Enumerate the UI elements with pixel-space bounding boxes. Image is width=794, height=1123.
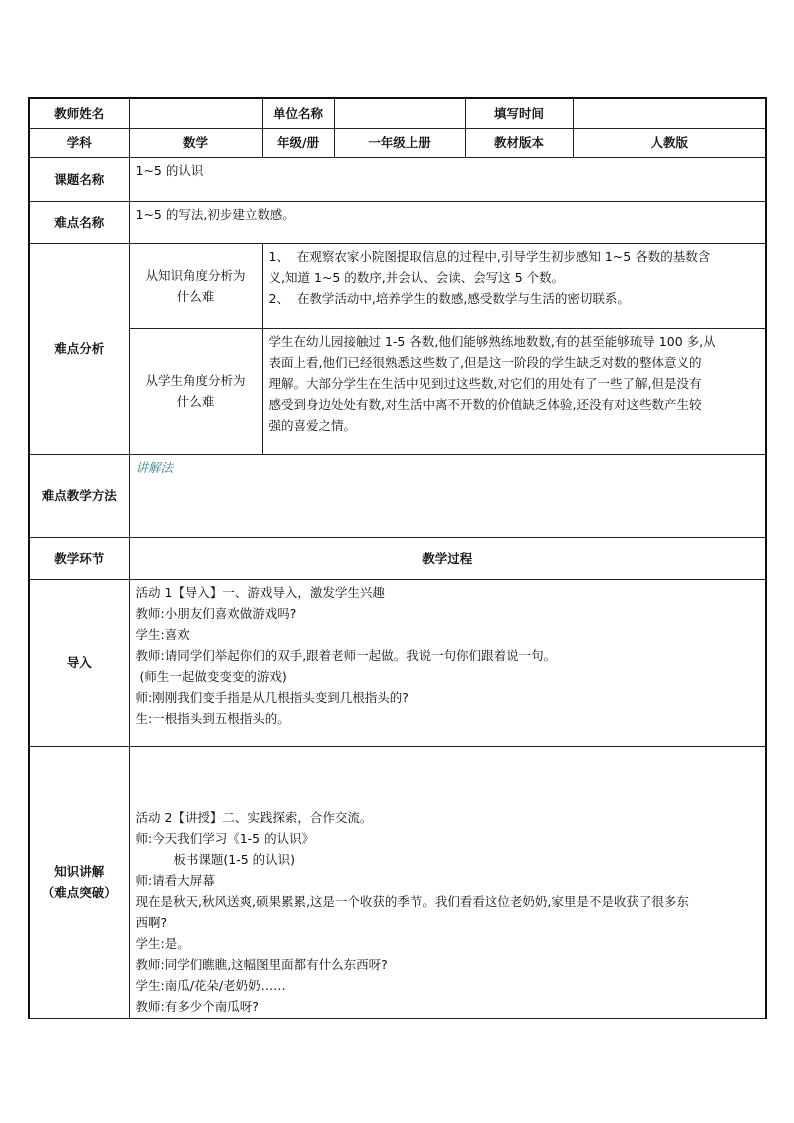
knowledge-line-2: 义,知道 1~5 的数序,并会认、会读、会写这 5 个数。 bbox=[268, 269, 565, 285]
method-value: 讲解法 bbox=[129, 454, 766, 537]
analysis-knowledge-row bbox=[29, 243, 766, 328]
explain-line-2: 师:今天我们学习《1-5 的认识》 bbox=[135, 830, 315, 846]
intro-line-1: 活动 1【导入】一、游戏导入，激发学生兴趣 bbox=[135, 584, 385, 600]
date-label: 填写时间 bbox=[465, 98, 573, 128]
intro-content bbox=[129, 579, 766, 746]
topic-row bbox=[29, 157, 766, 201]
student-angle-text bbox=[262, 328, 766, 454]
explain-line-4: 师:请看大屏幕 bbox=[135, 872, 215, 888]
knowledge-angle-label-line-2: 什么难 bbox=[176, 288, 215, 304]
explain-content bbox=[129, 746, 766, 1018]
stage-header: 教学环节 bbox=[29, 537, 129, 579]
edition-label: 教材版本 bbox=[465, 128, 573, 157]
explain-row bbox=[29, 746, 766, 1018]
explain-line-7: 学生:是。 bbox=[135, 935, 190, 951]
knowledge-angle-text bbox=[262, 243, 766, 328]
date-value bbox=[573, 98, 766, 128]
knowledge-line-3: 2、 在教学活动中,培养学生的数感,感受数学与生活的密切联系。 bbox=[268, 290, 630, 306]
subject-row bbox=[29, 128, 766, 157]
explain-line-5: 现在是秋天,秋风送爽,硕果累累,这是一个收获的季节。我们看看这位老奶奶,家里是不是收获了很多东 bbox=[135, 893, 689, 909]
lesson-plan-page bbox=[28, 97, 765, 1019]
knowledge-angle-label bbox=[129, 243, 262, 328]
grade-label: 年级/册 bbox=[262, 128, 334, 157]
teacher-label: 教师姓名 bbox=[29, 98, 129, 128]
grade-value: 一年级上册 bbox=[334, 128, 465, 157]
explain-line-10: 教师:有多少个南瓜呀? bbox=[135, 998, 259, 1014]
process-header-row bbox=[29, 537, 766, 579]
intro-line-5: (师生一起做变变变的游戏) bbox=[135, 668, 287, 684]
unit-value bbox=[334, 98, 465, 128]
difficulty-row bbox=[29, 201, 766, 243]
analysis-label: 难点分析 bbox=[29, 243, 129, 454]
explain-line-9: 学生:南瓜/花朵/老奶奶…… bbox=[135, 977, 286, 993]
student-line-4: 感受到身边处处有数,对生活中离不开数的价值缺乏体验,还没有对这些数产生较 bbox=[268, 396, 702, 412]
intro-line-7: 生:一根指头到五根指头的。 bbox=[135, 710, 290, 726]
topic-label: 课题名称 bbox=[29, 157, 129, 201]
difficulty-label: 难点名称 bbox=[29, 201, 129, 243]
method-row bbox=[29, 454, 766, 537]
process-header: 教学过程 bbox=[129, 537, 766, 579]
intro-line-3: 学生:喜欢 bbox=[135, 626, 190, 642]
edition-value: 人教版 bbox=[573, 128, 766, 157]
subject-label: 学科 bbox=[29, 128, 129, 157]
student-angle-label-line-2: 什么难 bbox=[176, 394, 215, 409]
student-line-1: 学生在幼儿园接触过 1-5 各数,他们能够熟练地数数,有的甚至能够琉导 100 多,从 bbox=[268, 333, 716, 349]
explain-line-8: 教师:同学们瞧瞧,这幅图里面都有什么东西呀? bbox=[135, 956, 388, 972]
knowledge-line-1: 1、 在观察农家小院图提取信息的过程中,引导学生初步感知 1~5 各数的基数含 bbox=[268, 248, 711, 264]
unit-label: 单位名称 bbox=[262, 98, 334, 128]
explain-line-6: 西啊? bbox=[135, 914, 168, 930]
header-row bbox=[29, 98, 766, 128]
difficulty-value: 1~5 的写法,初步建立数感。 bbox=[129, 201, 766, 243]
method-label: 难点教学方法 bbox=[29, 454, 129, 537]
student-line-3: 理解。大部分学生在生活中见到过这些数,对它们的用处有了一些了解,但是没有 bbox=[268, 375, 702, 391]
intro-line-4: 教师:请同学们举起你们的双手,跟着老师一起做。我说一句你们跟着说一句。 bbox=[135, 647, 557, 663]
explain-label-line-2: （难点突破） bbox=[41, 885, 117, 900]
teacher-value bbox=[129, 98, 262, 128]
student-line-2: 表面上看,他们已经很熟悉这些数了,但是这一阶段的学生缺乏对数的整体意义的 bbox=[268, 354, 702, 370]
explain-label-line-1: 知识讲解 bbox=[54, 864, 105, 879]
explain-label bbox=[29, 746, 129, 1018]
intro-line-2: 教师:小朋友们喜欢做游戏吗? bbox=[135, 605, 297, 621]
intro-line-6: 师:刚刚我们变手指是从几根指头变到几根指头的? bbox=[135, 689, 409, 705]
topic-value: 1~5 的认识 bbox=[129, 157, 766, 201]
knowledge-angle-label-line-1: 从知识角度分析为 bbox=[145, 267, 246, 283]
intro-label: 导入 bbox=[29, 579, 129, 746]
student-angle-label bbox=[129, 328, 262, 454]
explain-line-3: 板书课题(1-5 的认识) bbox=[157, 851, 296, 867]
lesson-plan-table bbox=[28, 97, 767, 1019]
student-line-5: 强的喜爱之情。 bbox=[268, 417, 357, 433]
explain-line-1: 活动 2【讲授】二、实践探索，合作交流。 bbox=[135, 809, 373, 825]
subject-value: 数学 bbox=[129, 128, 262, 157]
intro-row bbox=[29, 579, 766, 746]
analysis-student-row bbox=[29, 328, 766, 454]
student-angle-label-line-1: 从学生角度分析为 bbox=[145, 373, 246, 388]
